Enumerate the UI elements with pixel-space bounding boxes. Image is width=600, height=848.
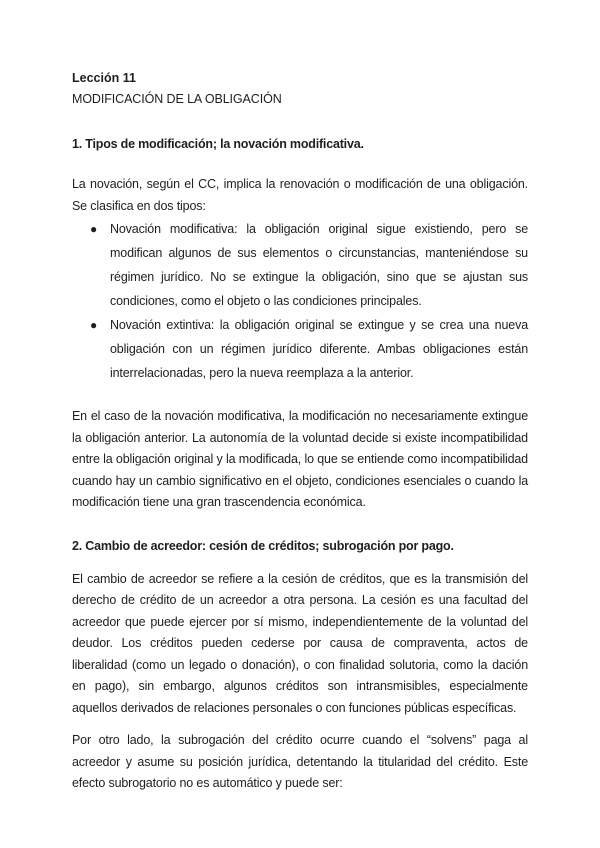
bullet-icon: ● — [90, 318, 98, 332]
novation-types-list — [72, 217, 528, 385]
document-page — [72, 70, 528, 795]
section-2-paragraph-1: El cambio de acreedor se refiere a la cesión de créditos, que es la transmisión del derecho de crédito de un acreedor a otra persona. La cesión es una facultad del acreedor que puede ejercer por sí mismo, independientemente de la voluntad del deudor. Los créditos pueden cederse por causa de compraventa, actos de liberalidad (como un legado o donación), o con finalidad solutoria, como la dación en pago), sin embargo, algunos créditos son intransmisibles, especialmente aquellos derivados de relaciones personales o con funciones públicas específicas. — [72, 571, 528, 715]
section-1-heading: 1. Tipos de modificación; la novación modificativa. — [72, 137, 364, 151]
bullet-icon: ● — [90, 222, 98, 236]
list-item-text: Novación extintiva: la obligación original se extingue y se crea una nueva obligación con un régimen jurídico diferente. Ambas obligaciones están interrelacionadas, pero la nueva reemplaza a la anterior. — [110, 318, 528, 380]
lesson-title: Lección 11 — [72, 71, 136, 85]
list-item — [90, 313, 528, 385]
section-2-paragraph-2: Por otro lado, la subrogación del crédito ocurre cuando el “solvens” paga al acreedor y asume su posición jurídica, detentando la titularidad del crédito. Este efecto subrogatorio no es automático y puede ser: — [72, 733, 528, 790]
section-1-intro: La novación, según el CC, implica la renovación o modificación de una obligación. Se clasifica en dos tipos: — [72, 177, 528, 213]
lesson-subtitle: MODIFICACIÓN DE LA OBLIGACIÓN — [72, 92, 282, 106]
list-item-text: Novación modificativa: la obligación original sigue existiendo, pero se modifican algunos de sus elementos o circunstancias, manteniéndose su régimen jurídico. No se extingue la obligación, sino que se ajustan sus condiciones, como el objeto o las condiciones principales. — [110, 222, 528, 308]
section-1-paragraph: En el caso de la novación modificativa, la modificación no necesariamente extingue la obligación anterior. La autonomía de la voluntad decide si existe incompatibilidad entre la obligación original y la modificada, lo que se entiende como incompatibilidad cuando hay un cambio significativo en el objeto, condiciones esenciales o cuando la modificación tiene una gran trascendencia económica. — [72, 409, 528, 509]
section-2-heading: 2. Cambio de acreedor: cesión de créditos; subrogación por pago. — [72, 538, 454, 553]
list-item — [90, 217, 528, 313]
